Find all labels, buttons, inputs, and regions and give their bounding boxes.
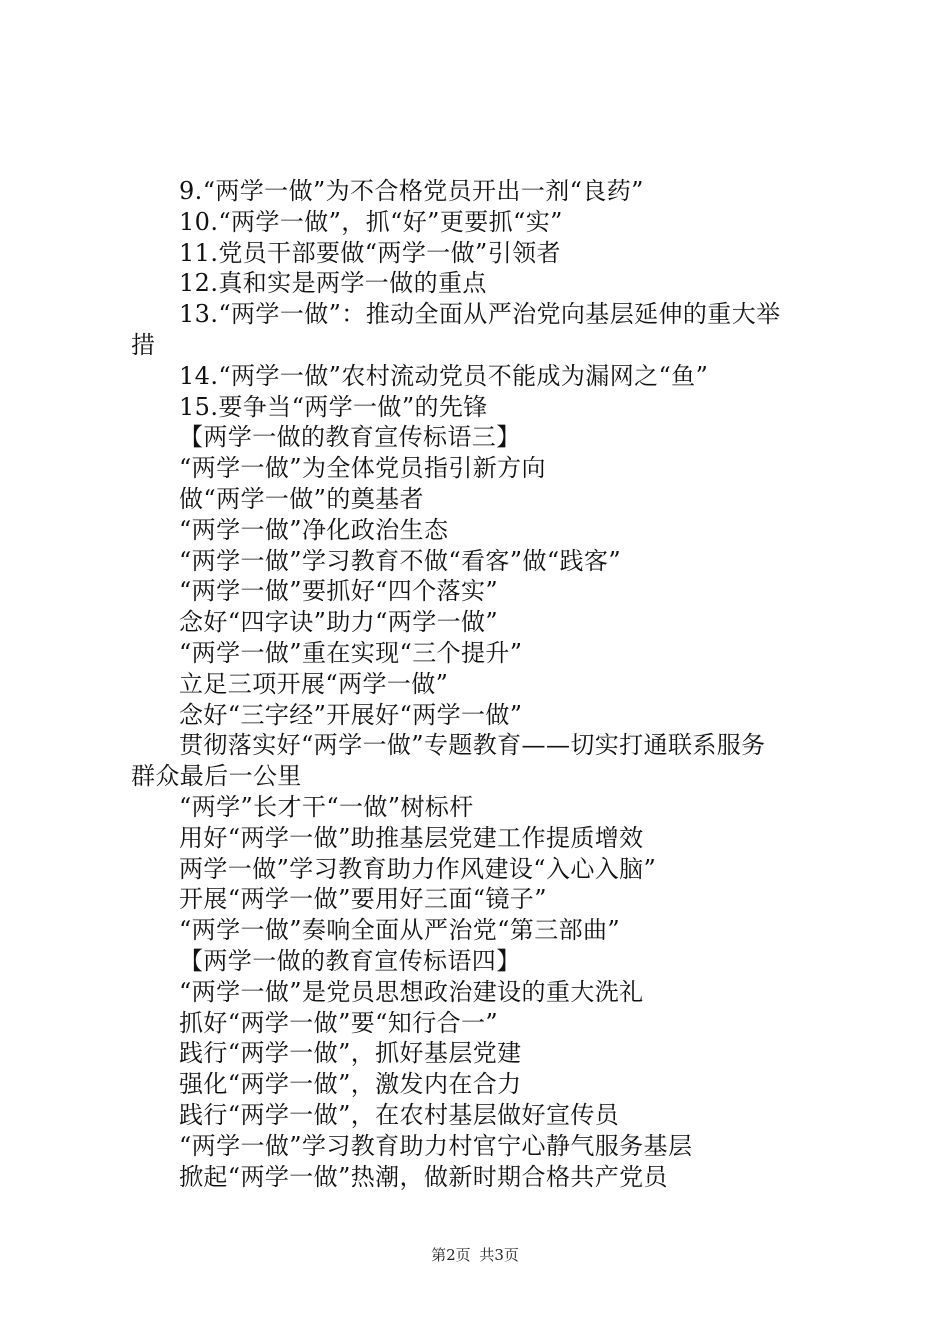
text-line: 念好“三字经”开展好“两学一做”	[179, 700, 523, 729]
text-line: “两学一做”学习教育助力村官宁心静气服务基层	[179, 1131, 693, 1160]
text-line: 9.“两学一做”为不合格党员开出一剂“良药”	[179, 177, 644, 205]
text-line: 13.“两学一做”：推动全面从严治党向基层延伸的重大举	[179, 300, 781, 329]
text-line: “两学”长才干“一做”树标杆	[179, 792, 474, 821]
text-line: 12.真和实是两学一做的重点	[179, 269, 487, 298]
text-line: 群众最后一公里	[131, 762, 302, 791]
text-line: 【两学一做的教育宣传标语四】	[179, 946, 521, 975]
text-line: 践行“两学一做”，抓好基层党建	[179, 1039, 522, 1068]
text-line: “两学一做”奏响全面从严治党“第三部曲”	[179, 916, 621, 945]
text-line: 14.“两学一做”农村流动党员不能成为漏网之“鱼”	[179, 361, 709, 390]
text-line: 立足三项开展“两学一做”	[179, 669, 449, 698]
text-line: 两学一做”学习教育助力作风建设“入心入脑”	[179, 854, 657, 883]
text-line: “两学一做”是党员思想政治建设的重大洗礼	[179, 977, 644, 1006]
text-line: 强化“两学一做”，激发内在合力	[179, 1070, 522, 1099]
text-line: 抓好“两学一做”要“知行合一”	[179, 1008, 499, 1037]
page-number: 第2页	[431, 1246, 471, 1264]
text-line: 开展“两学一做”要用好三面“镜子”	[179, 885, 547, 914]
text-line: “两学一做”为全体党员指引新方向	[179, 454, 546, 483]
text-line: 15.要争当“两学一做”的先锋	[179, 392, 488, 421]
text-line: 践行“两学一做”，在农村基层做好宣传员	[179, 1100, 620, 1129]
page-total: 共3页	[479, 1246, 519, 1264]
text-line: “两学一做”重在实现“三个提升”	[179, 638, 523, 667]
text-line: 念好“四字诀”助力“两学一做”	[179, 608, 499, 637]
text-line: “两学一做”要抓好“四个落实”	[179, 577, 499, 606]
text-line: “两学一做”净化政治生态	[179, 515, 449, 544]
text-line: 11.党员干部要做“两学一做”引领者	[179, 238, 561, 267]
text-line: 掀起“两学一做”热潮，做新时期合格共产党员	[179, 1162, 668, 1191]
page-footer	[0, 1245, 950, 1265]
document-body	[131, 176, 831, 1192]
text-line: 措	[131, 330, 156, 359]
text-line: “两学一做”学习教育不做“看客”做“践客”	[179, 546, 622, 575]
text-line: 【两学一做的教育宣传标语三】	[179, 423, 521, 452]
text-line: 贯彻落实好“两学一做”专题教育——切实打通联系服务	[179, 731, 766, 760]
text-line: 10.“两学一做”，抓“好”更要抓“实”	[179, 207, 563, 236]
text-line: 用好“两学一做”助推基层党建工作提质增效	[179, 823, 644, 852]
text-line: 做“两学一做”的奠基者	[179, 484, 424, 513]
